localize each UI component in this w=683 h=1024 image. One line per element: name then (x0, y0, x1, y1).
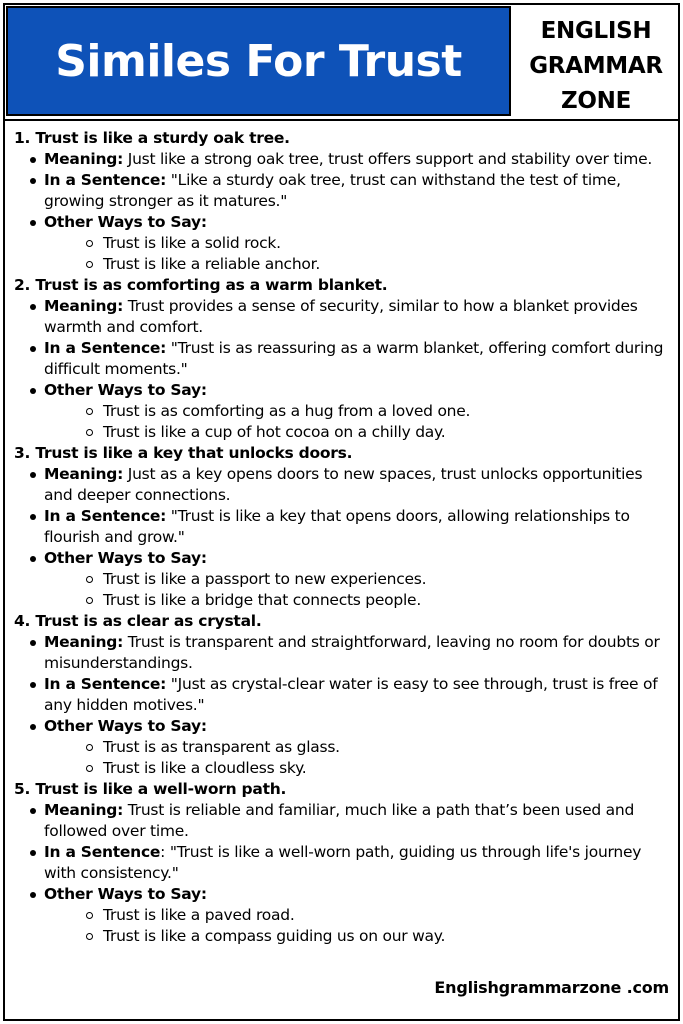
other-ways-list (44, 737, 670, 779)
other-way: Trust is like a cup of hot cocoa on a chilly day. (44, 422, 670, 443)
other-ways-list (44, 401, 670, 443)
other-ways-item (14, 380, 670, 443)
footer-website: Englishgrammarzone .com (434, 978, 669, 997)
other-ways-item (14, 716, 670, 779)
other-way: Trust is like a bridge that connects people. (44, 590, 670, 611)
simile-heading: 3. Trust is like a key that unlocks doors. (14, 444, 353, 462)
simile-heading: 4. Trust is as clear as crystal. (14, 612, 262, 630)
sentence-text: "Trust is like a key that opens doors, allowing relationships to flourish and grow." (44, 507, 630, 546)
other-ways-list (44, 569, 670, 611)
simile-section (14, 128, 670, 275)
other-way: Trust is like a cloudless sky. (44, 758, 670, 779)
sentence-label: In a Sentence: (44, 171, 167, 189)
sentence-item (14, 170, 670, 212)
other-way: Trust is as transparent as glass. (44, 737, 670, 758)
meaning-item (14, 800, 670, 842)
simile-heading: 1. Trust is like a sturdy oak tree. (14, 129, 290, 147)
other-ways-item (14, 548, 670, 611)
header-divider (5, 119, 678, 121)
sentence-item (14, 674, 670, 716)
brand-logo-text (514, 14, 678, 119)
simile-section (14, 443, 670, 611)
sentence-item (14, 338, 670, 380)
other-ways-item (14, 212, 670, 275)
simile-section (14, 779, 670, 947)
other-ways-item (14, 884, 670, 947)
other-ways-list (44, 905, 670, 947)
title-banner (6, 6, 511, 116)
other-way: Trust is as comforting as a hug from a loved one. (44, 401, 670, 422)
meaning-label: Meaning: (44, 801, 124, 819)
sentence-item (14, 506, 670, 548)
sentence-text: : "Trust is like a well-worn path, guiding us through life's journey with consistency." (44, 843, 642, 882)
meaning-label: Meaning: (44, 633, 124, 651)
sentence-text: "Trust is as reassuring as a warm blanket, offering comfort during difficult moments." (44, 339, 664, 378)
sentence-text: "Like a sturdy oak tree, trust can withstand the test of time, growing stronger as it matures." (44, 171, 621, 210)
other-ways-label: Other Ways to Say: (44, 717, 207, 735)
meaning-text: Just like a strong oak tree, trust offers support and stability over time. (123, 150, 653, 168)
meaning-text: Trust is reliable and familiar, much like a path that’s been used and followed over time. (44, 801, 635, 840)
simile-details (14, 800, 670, 947)
other-way: Trust is like a reliable anchor. (44, 254, 670, 275)
simile-section (14, 611, 670, 779)
brand-line-3: ZONE (561, 88, 631, 114)
other-ways-list (44, 233, 670, 275)
simile-details (14, 296, 670, 443)
sentence-label: In a Sentence: (44, 339, 167, 357)
other-ways-label: Other Ways to Say: (44, 885, 207, 903)
brand-line-1: ENGLISH (540, 18, 652, 44)
other-way: Trust is like a paved road. (44, 905, 670, 926)
meaning-label: Meaning: (44, 297, 124, 315)
other-way: Trust is like a solid rock. (44, 233, 670, 254)
other-ways-label: Other Ways to Say: (44, 549, 207, 567)
simile-details (14, 149, 670, 275)
sentence-label: In a Sentence: (44, 507, 167, 525)
simile-details (14, 632, 670, 779)
page-title: Similes For Trust (55, 35, 462, 87)
meaning-text: Just as a key opens doors to new spaces, trust unlocks opportunities and deeper connections. (44, 465, 643, 504)
other-way: Trust is like a passport to new experiences. (44, 569, 670, 590)
simile-heading: 2. Trust is as comforting as a warm blanket. (14, 276, 388, 294)
brand-line-2: GRAMMAR (529, 53, 663, 79)
other-way: Trust is like a compass guiding us on our way. (44, 926, 670, 947)
simile-section (14, 275, 670, 443)
similes-content (14, 128, 670, 947)
meaning-text: Trust provides a sense of security, similar to how a blanket provides warmth and comfort. (44, 297, 638, 336)
sentence-text: "Just as crystal-clear water is easy to see through, trust is free of any hidden motives." (44, 675, 658, 714)
sentence-item (14, 842, 670, 884)
other-ways-label: Other Ways to Say: (44, 381, 207, 399)
other-ways-label: Other Ways to Say: (44, 213, 207, 231)
sentence-label: In a Sentence: (44, 675, 167, 693)
meaning-label: Meaning: (44, 465, 124, 483)
meaning-item (14, 296, 670, 338)
simile-heading: 5. Trust is like a well-worn path. (14, 780, 287, 798)
simile-details (14, 464, 670, 611)
meaning-item (14, 149, 670, 170)
meaning-text: Trust is transparent and straightforward, leaving no room for doubts or misunderstandings. (44, 633, 660, 672)
meaning-item (14, 464, 670, 506)
meaning-item (14, 632, 670, 674)
sentence-label: In a Sentence (44, 843, 161, 861)
meaning-label: Meaning: (44, 150, 124, 168)
